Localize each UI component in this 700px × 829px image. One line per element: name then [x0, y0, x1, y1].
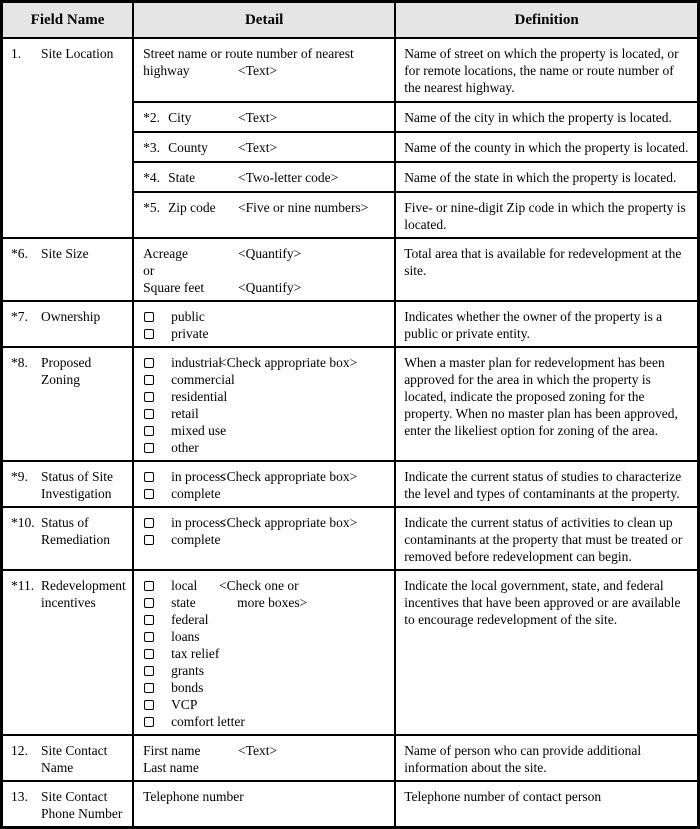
detail-label: commercial [171, 372, 235, 387]
checkbox-icon[interactable] [144, 700, 154, 710]
header-detail: Detail [133, 2, 395, 39]
type-annotation: <Text> [238, 110, 278, 125]
detail-cell-ownership [133, 301, 395, 347]
detail-line [140, 354, 390, 371]
detail-label: industrial [171, 355, 223, 370]
detail-label: other [171, 440, 199, 455]
type-annotation: <Check appropriate box> [219, 355, 358, 370]
row-status-site-investigation [2, 461, 699, 507]
type-annotation: <Check one or [219, 578, 299, 593]
detail-label: retail [171, 406, 199, 421]
detail-cell-status-remediation [133, 507, 395, 570]
detail-lines [140, 139, 390, 156]
field-cell-status-remediation [2, 507, 134, 570]
detail-label: in process [171, 515, 226, 530]
detail-label: complete [171, 532, 221, 547]
header-definition: Definition [395, 2, 698, 39]
definition-street: Name of street on which the property is located, or for remote locations, the name or route number of the nearest highway. [395, 38, 698, 102]
detail-line [140, 788, 390, 805]
field-cell-proposed-zoning [2, 347, 134, 461]
detail-lines [140, 199, 390, 216]
checkbox-icon[interactable] [144, 472, 154, 482]
definition-site-contact-name: Name of person who can provide additional information about the site. [395, 735, 698, 781]
definition-city: Name of the city in which the property is located. [395, 102, 698, 132]
checkbox-icon[interactable] [144, 581, 154, 591]
field-cell-redevelopment-incentives [2, 570, 134, 735]
detail-cell-status-investigation [133, 461, 395, 507]
detail-cell-proposed-zoning [133, 347, 395, 461]
detail-line [140, 279, 390, 296]
detail-label: Square feet [143, 280, 205, 295]
checkbox-icon[interactable] [144, 683, 154, 693]
field-number: *8. [11, 355, 28, 370]
detail-label: Zip code [168, 200, 216, 215]
checkbox-icon[interactable] [144, 312, 154, 322]
detail-line [140, 262, 390, 279]
detail-line [140, 139, 390, 156]
detail-line [140, 577, 390, 594]
field-cell-status-investigation [2, 461, 134, 507]
detail-cell-redevelopment-incentives [133, 570, 395, 735]
field-number: 1. [11, 46, 22, 61]
row-site-size [2, 238, 699, 301]
detail-line [140, 439, 390, 456]
row-ownership [2, 301, 699, 347]
detail-label: First name [143, 743, 201, 758]
type-annotation: <Text> [238, 140, 278, 155]
detail-label: state [171, 595, 196, 610]
detail-label: Street name or route number of nearest [143, 46, 354, 61]
checkbox-icon[interactable] [144, 632, 154, 642]
type-annotation: <Text> [238, 63, 278, 78]
row-redevelopment-incentives [2, 570, 699, 735]
checkbox-icon[interactable] [144, 409, 154, 419]
definition-redevelopment-incentives: Indicate the local government, state, and federal incentives that have been approved or are available to encourage redevelopment of the site. [395, 570, 698, 735]
type-annotation: <Two-letter code> [238, 170, 339, 185]
detail-lines [140, 45, 390, 79]
detail-lines [140, 788, 390, 805]
detail-lines [140, 109, 390, 126]
detail-cell-county [133, 132, 395, 162]
subfield-number: *2. [143, 110, 160, 125]
detail-cell-zip [133, 192, 395, 238]
detail-line [140, 422, 390, 439]
definition-zip: Five- or nine-digit Zip code in which the property is located. [395, 192, 698, 238]
detail-line [140, 109, 390, 126]
detail-line [140, 628, 390, 645]
type-annotation-continued: more boxes> [237, 595, 308, 610]
definition-site-size: Total area that is available for redevelopment at the site. [395, 238, 698, 301]
detail-line [140, 405, 390, 422]
type-annotation: <Five or nine numbers> [238, 200, 369, 215]
detail-line [140, 199, 390, 216]
detail-line [140, 514, 390, 531]
field-name: Status of Site Investigation [41, 469, 114, 501]
detail-label: public [171, 309, 205, 324]
detail-lines [140, 742, 390, 776]
field-cell-site-contact-phone [2, 781, 134, 828]
checkbox-icon[interactable] [144, 518, 154, 528]
detail-label: City [168, 110, 192, 125]
definition-ownership: Indicates whether the owner of the property is a public or private entity. [395, 301, 698, 347]
field-number: *6. [11, 246, 28, 261]
checkbox-icon[interactable] [144, 358, 154, 368]
checkbox-icon[interactable] [144, 717, 154, 727]
subfield-number: *4. [143, 170, 160, 185]
checkbox-icon[interactable] [144, 426, 154, 436]
detail-line [140, 742, 390, 759]
detail-label: Acreage [143, 246, 189, 261]
detail-lines [140, 308, 390, 342]
detail-label: State [168, 170, 196, 185]
detail-line [140, 662, 390, 679]
field-name: Site Size [41, 246, 89, 261]
detail-line [140, 696, 390, 713]
field-name: Proposed Zoning [41, 355, 92, 387]
field-number: 13. [11, 789, 28, 804]
row-status-remediation [2, 507, 699, 570]
field-name: Status of Remediation [41, 515, 110, 547]
row-site-location-street [2, 38, 699, 102]
detail-cell-site-size [133, 238, 395, 301]
definition-site-contact-phone: Telephone number of contact person [395, 781, 698, 828]
checkbox-icon[interactable] [144, 329, 154, 339]
field-name: Ownership [41, 309, 101, 324]
definition-status-remediation: Indicate the current status of activities to clean up contaminants at the property that must be treated or removed before redevelopment can begin. [395, 507, 698, 570]
checkbox-icon[interactable] [144, 615, 154, 625]
detail-line [140, 62, 390, 79]
field-cell-ownership [2, 301, 134, 347]
detail-line [140, 388, 390, 405]
field-cell-site-size [2, 238, 134, 301]
row-site-contact-name [2, 735, 699, 781]
detail-cell-state [133, 162, 395, 192]
detail-cell-site-contact-name [133, 735, 395, 781]
detail-lines [140, 577, 390, 730]
field-number: *10. [11, 515, 35, 530]
field-name: Site Contact Name [41, 743, 108, 775]
type-annotation: <Quantify> [238, 280, 302, 295]
field-number: 12. [11, 743, 28, 758]
checkbox-icon[interactable] [144, 375, 154, 385]
detail-label: or [143, 263, 155, 278]
subfield-number: *3. [143, 140, 160, 155]
definition-status-investigation: Indicate the current status of studies to characterize the level and types of contaminants at the property. [395, 461, 698, 507]
checkbox-icon[interactable] [144, 443, 154, 453]
detail-lines [140, 468, 390, 502]
field-number: *7. [11, 309, 28, 324]
header-field-name: Field Name [2, 2, 134, 39]
detail-lines [140, 245, 390, 296]
definition-state: Name of the state in which the property is located. [395, 162, 698, 192]
detail-label: federal [171, 612, 209, 627]
field-cell-site-location [2, 38, 134, 238]
checkbox-icon[interactable] [144, 598, 154, 608]
detail-line [140, 645, 390, 662]
subfield-number: *5. [143, 200, 160, 215]
detail-label: bonds [171, 680, 204, 695]
detail-lines [140, 514, 390, 548]
detail-label: mixed use [171, 423, 227, 438]
checkbox-icon[interactable] [144, 666, 154, 676]
detail-label: residential [171, 389, 228, 404]
checkbox-icon[interactable] [144, 489, 154, 499]
detail-label: VCP [171, 697, 198, 712]
detail-label: Last name [143, 760, 199, 775]
checkbox-icon[interactable] [144, 535, 154, 545]
field-name: Redevelopment incentives [41, 578, 126, 610]
checkbox-icon[interactable] [144, 392, 154, 402]
definition-proposed-zoning: When a master plan for redevelopment has been approved for the area in which the property is located, indicate the proposed zoning for the property. When no master plan has been approved, enter the likeliest option for zoning of the area. [395, 347, 698, 461]
detail-line [140, 594, 390, 611]
detail-line [140, 371, 390, 388]
detail-label: Telephone number [143, 789, 244, 804]
detail-label: tax relief [171, 646, 220, 661]
type-annotation: <Check appropriate box> [219, 515, 358, 530]
detail-lines [140, 169, 390, 186]
detail-line [140, 679, 390, 696]
detail-line [140, 531, 390, 548]
detail-line [140, 325, 390, 342]
detail-label: loans [171, 629, 200, 644]
detail-line [140, 308, 390, 325]
detail-line [140, 611, 390, 628]
detail-line [140, 169, 390, 186]
detail-label: grants [171, 663, 205, 678]
row-site-contact-phone [2, 781, 699, 828]
detail-line [140, 759, 390, 776]
row-proposed-zoning [2, 347, 699, 461]
field-number: *11. [11, 578, 35, 593]
detail-cell-city [133, 102, 395, 132]
checkbox-icon[interactable] [144, 649, 154, 659]
detail-line [140, 485, 390, 502]
detail-label: local [171, 578, 198, 593]
detail-lines [140, 354, 390, 456]
detail-line [140, 713, 390, 730]
header-row [2, 2, 699, 39]
detail-label: in process [171, 469, 226, 484]
detail-label: County [168, 140, 208, 155]
detail-line [140, 45, 390, 62]
field-cell-site-contact-name [2, 735, 134, 781]
detail-line [140, 245, 390, 262]
type-annotation: <Check appropriate box> [219, 469, 358, 484]
detail-cell-street [133, 38, 395, 102]
detail-label: highway [143, 63, 190, 78]
detail-line [140, 468, 390, 485]
type-annotation: <Quantify> [238, 246, 302, 261]
definition-county: Name of the county in which the property is located. [395, 132, 698, 162]
field-number: *9. [11, 469, 28, 484]
detail-label: complete [171, 486, 221, 501]
type-annotation: <Text> [238, 743, 278, 758]
detail-label: comfort letter [171, 714, 245, 729]
detail-label: private [171, 326, 209, 341]
field-name: Site Contact Phone Number [41, 789, 123, 821]
detail-cell-site-contact-phone [133, 781, 395, 828]
field-name: Site Location [41, 46, 114, 61]
